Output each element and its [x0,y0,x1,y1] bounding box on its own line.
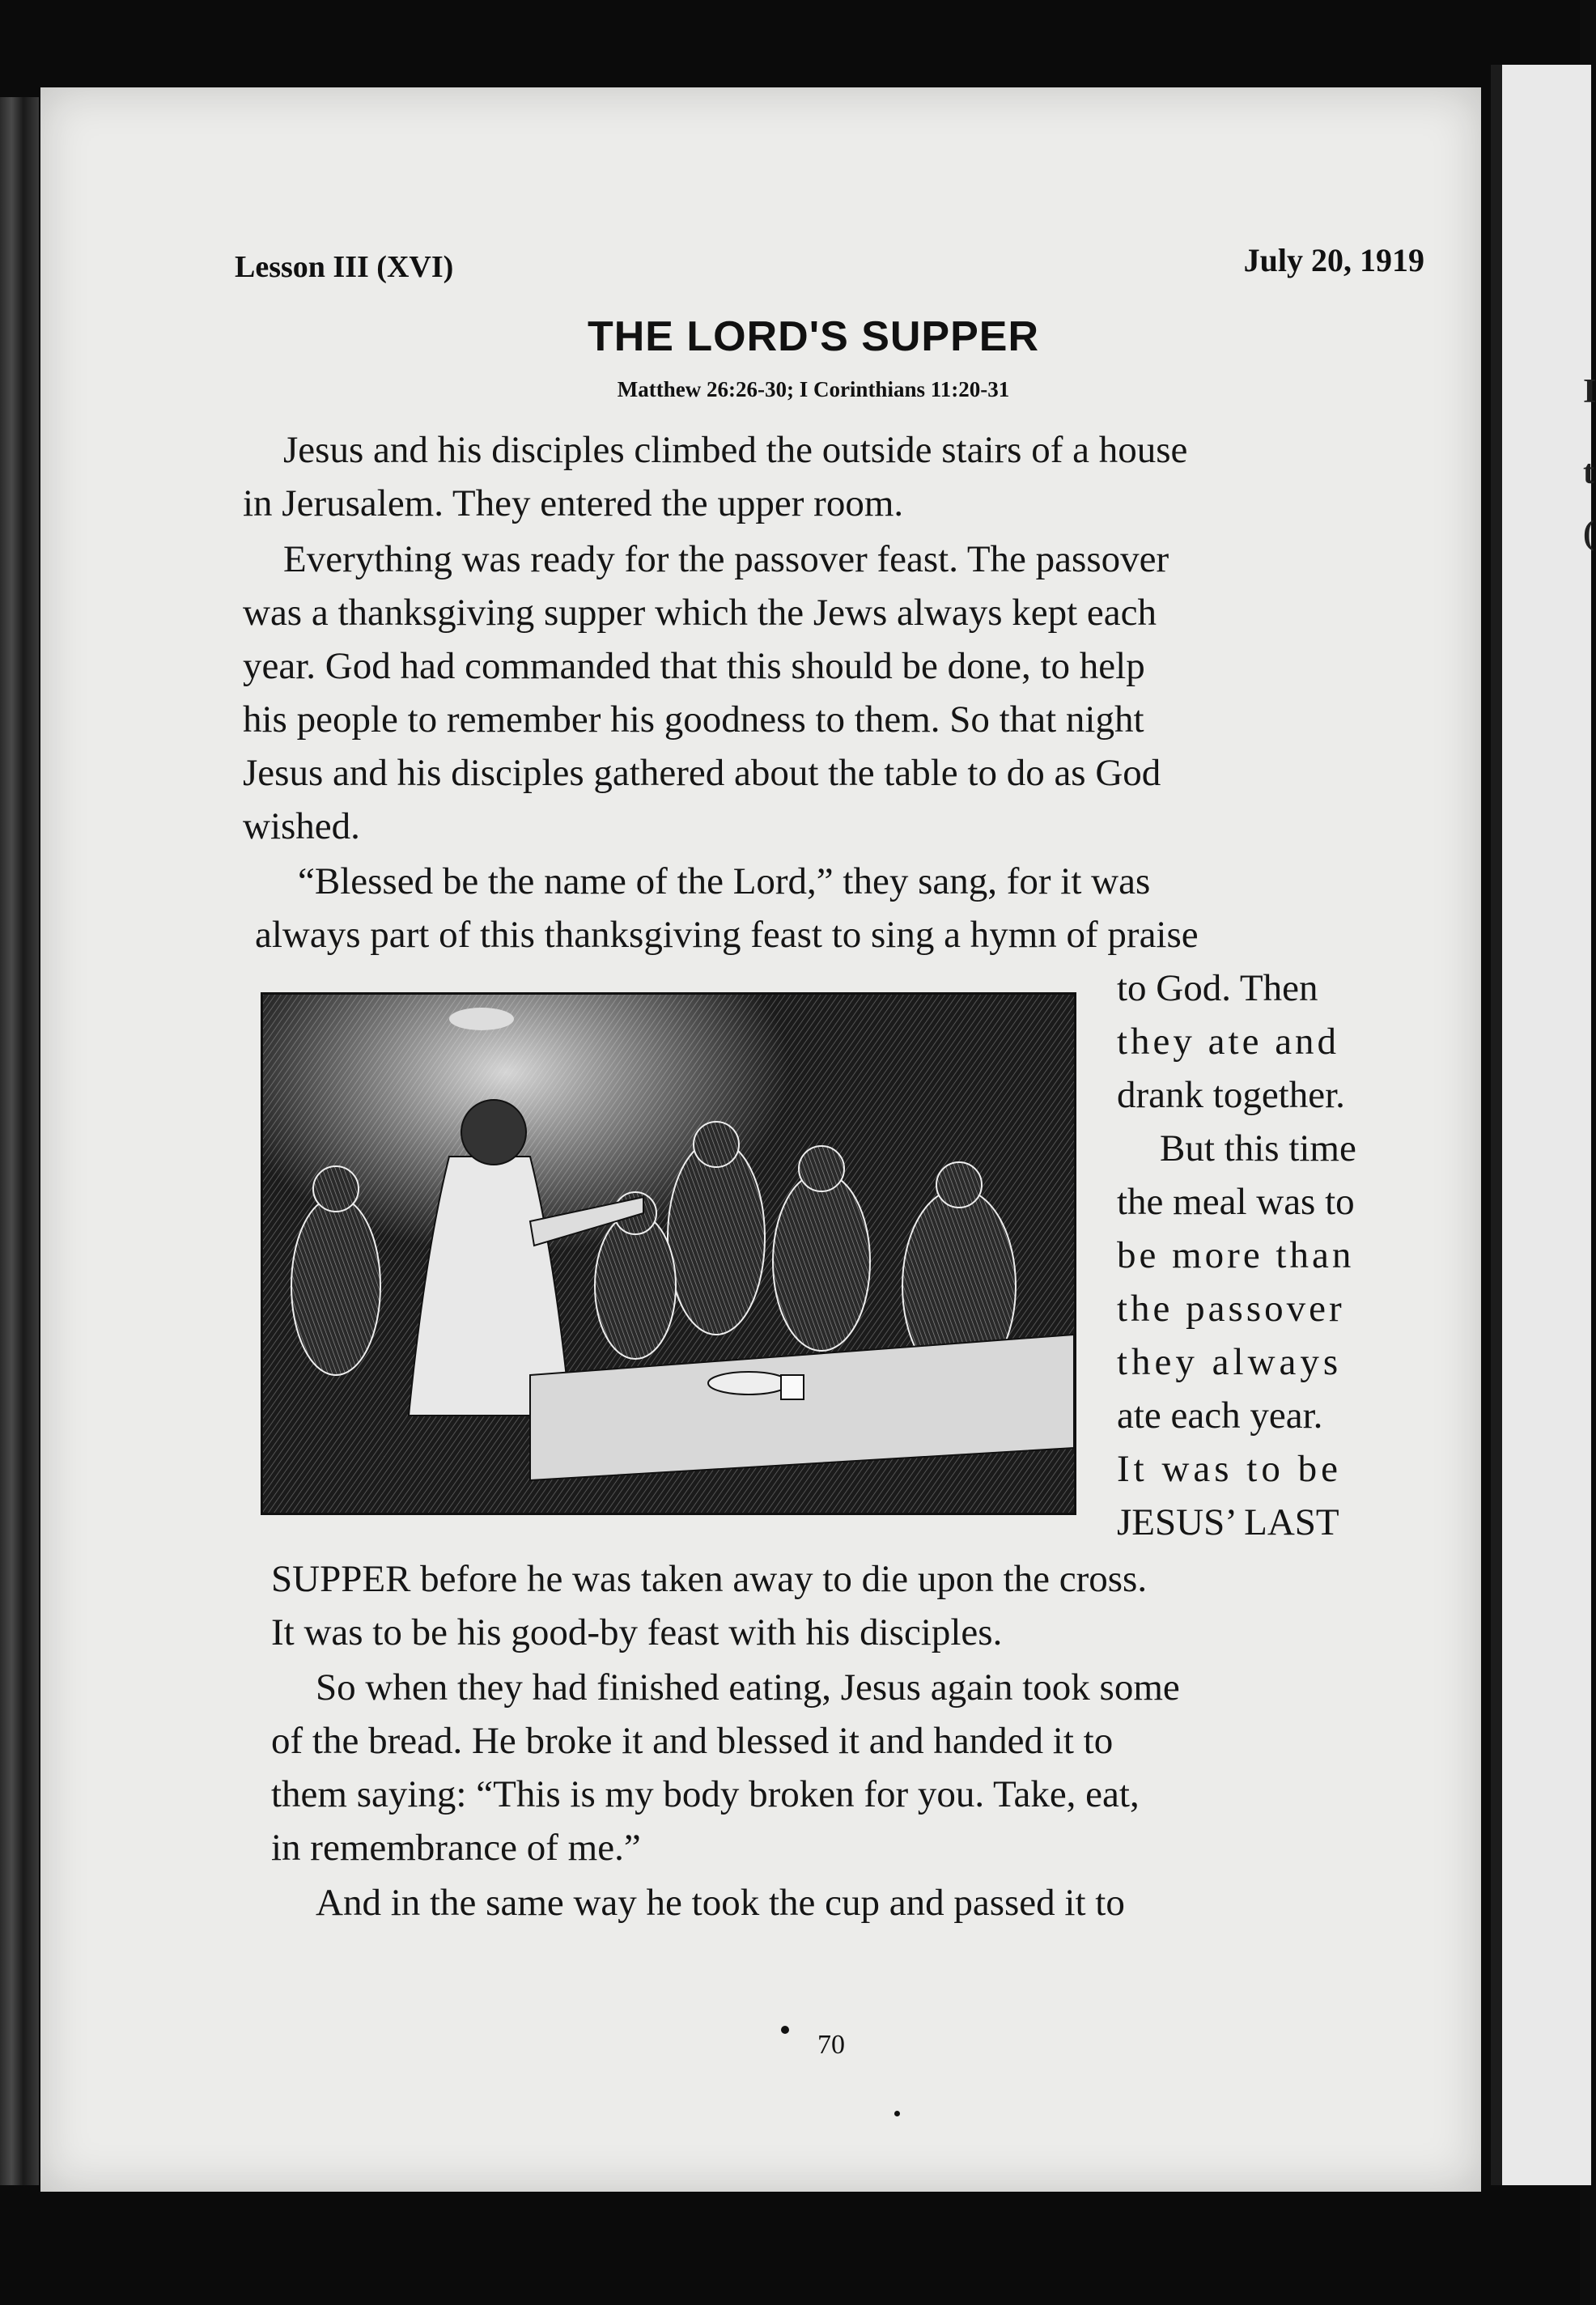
text-line: to God. Then [1117,967,1318,1009]
text-line: Jesus and his disciples climbed the outside stairs of a house [283,429,1188,471]
text-line: It was to be his good-by feast with his disciples. [271,1611,1003,1653]
book-page [40,87,1481,2192]
text-line: the meal was to [1117,1181,1355,1223]
text-line: they always [1117,1341,1343,1383]
page-header [235,242,1424,298]
text-line: Jesus and his disciples gathered about the table to do as God [243,752,1161,794]
text-line: always part of this thanksgiving feast to sing a hymn of praise [255,914,1199,956]
text-line: But this time [1160,1127,1356,1169]
dust-speck [781,2026,789,2034]
text-line: in Jerusalem. They entered the upper room. [243,482,904,524]
text-line: “Blessed be the name of the Lord,” they sang, for it was [298,860,1151,902]
text-line: JESUS’ LAST [1117,1501,1339,1543]
text-line: And in the same way he took the cup and passed it to [316,1882,1125,1924]
engraving-image [263,995,1074,1513]
next-page-edge [1491,65,1596,2185]
text-line: drank together. [1117,1074,1345,1116]
text-line: ate each year. [1117,1394,1323,1437]
text-line: them saying: “This is my body broken for you. Take, eat, [271,1773,1140,1815]
text-line: was a thanksgiving supper which the Jews always kept each [243,592,1157,634]
lesson-label: Lesson III (XVI) [235,250,454,284]
text-line: SUPPER before he was taken away to die upon the cross. [271,1558,1148,1600]
page-number: 70 [817,2030,845,2060]
text-line: they ate and [1117,1021,1340,1063]
text-line: wished. [243,805,360,847]
text-line: in remembrance of me.” [271,1827,641,1869]
text-line: the passover [1117,1288,1345,1330]
last-supper-illustration [261,992,1076,1515]
lesson-date: July 20, 1919 [1243,242,1424,278]
text-line: be more than [1117,1234,1355,1276]
text-line: Everything was ready for the passover feast. The passover [283,538,1169,580]
scripture-reference: Matthew 26:26-30; I Corinthians 11:20-31 [617,377,1010,401]
text-line: It was to be [1117,1448,1342,1490]
page-title: THE LORD'S SUPPER [587,313,1040,360]
text-line: his people to remember his goodness to them. So that night [243,698,1144,741]
text-line: So when they had finished eating, Jesus again took some [316,1666,1180,1709]
next-page-fragment: I [1583,373,1596,410]
dust-speck [894,2111,900,2116]
text-line: of the bread. He broke it and blessed it and handed it to [271,1720,1114,1762]
book-page-edges [0,97,39,2185]
text-line: year. God had commanded that this should be done, to help [243,645,1145,687]
next-page-fragment: t [1583,454,1594,491]
next-page-fragment: ( [1583,515,1594,552]
